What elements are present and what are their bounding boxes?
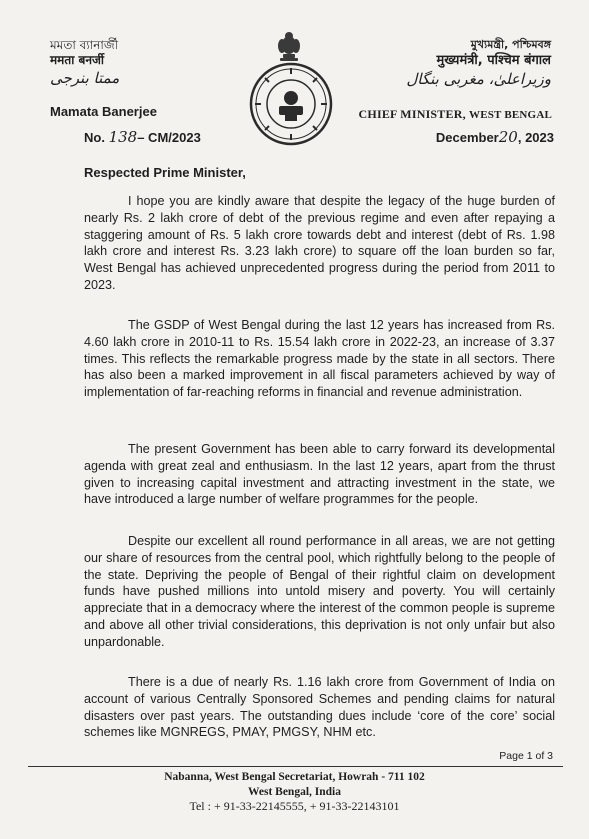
name-english: Mamata Banerjee <box>50 104 157 119</box>
page-number: Page 1 of 3 <box>499 750 553 762</box>
footer-divider <box>28 766 563 767</box>
paragraph-4 <box>84 533 555 651</box>
date-year: , 2023 <box>517 130 554 145</box>
ref-suffix: – CM/2023 <box>137 130 201 145</box>
paragraph-5 <box>84 674 555 741</box>
paragraph-1 <box>84 193 555 294</box>
paragraph-3 <box>84 441 555 508</box>
paragraph-text: The present Government has been able to carry forward its developmental agenda with great zeal and enthusiasm. In the last 12 years, apart from the thrust given to increasing capital investment and attracting investment in the state, we have introduced a large number of welfare programmes for the people. <box>84 442 555 507</box>
title-hindi: मुख्यमंत्री, पश्चिम बंगाल <box>436 53 551 68</box>
letterhead-left <box>50 38 250 88</box>
name-bengali: মমতা ব্যানার্জী <box>50 38 119 52</box>
title-english <box>359 107 552 122</box>
title-english-state: WEST BENGAL <box>469 109 552 121</box>
paragraph-text: The GSDP of West Bengal during the last 12 years has increased from Rs. 4.60 lakh crore in 2010-11 to Rs. 15.54 lakh crore in 2022-23, an increase of 3.37 times. This reflects the remarkable progress made by the state in all sectors. There has also been a marked improvement in all fiscal parameters achieved by way of implementation of far-reaching reforms in financial and revenue administration. <box>84 318 555 400</box>
letterhead-right <box>331 38 551 89</box>
paragraph-text: There is a due of nearly Rs. 1.16 lakh crore from Government of India on account of various Centrally Sponsored Schemes and pending claims for natural disasters over past years. The outstanding dues include ‘core of the core’ social schemes like MGNREGS, PMAY, PMGSY, NHM etc. <box>84 675 555 740</box>
paragraph-text: Despite our excellent all round performance in all areas, we are not getting our share of resources from the central pool, which rightfully belong to the people of the state. Depriving the people of Bengal of their rightful claim on development funds have pushed millions into untold misery and poverty. You will certainly appreciate that in a democracy where the interest of the common people is supreme and above all other trivial considerations, this deprivation is not only unfair but also unpardonable. <box>84 534 555 649</box>
ref-number-handwritten: 138 <box>108 128 138 146</box>
reference-number <box>84 128 201 146</box>
title-english-role: CHIEF MINISTER, <box>358 107 466 121</box>
name-hindi: ममता बनर्जी <box>50 53 105 67</box>
paragraph-text: I hope you are kindly aware that despite the legacy of the huge burden of nearly Rs. 2 lakh crore of debt of the previous regime and even after repaying a staggering amount of Rs. 5 lakh crore towards debt and interest (debt of Rs. 1.98 lakh crore and interest Rs. 3.23 lakh crore) to square off the loan burden so far, West Bengal has achieved unprecedented progress during the period from 2011 to 2023. <box>84 194 555 292</box>
date-day-handwritten: 20 <box>498 128 518 146</box>
address-line-1: Nabanna, West Bengal Secretariat, Howrah - 711 102 <box>164 771 425 783</box>
paragraph-2 <box>84 317 555 401</box>
date-month: December <box>435 130 499 145</box>
address-line-2: West Bengal, India <box>248 785 341 798</box>
name-urdu: ممتا بنرجی <box>50 69 120 87</box>
title-urdu: وزیراعلیٰ، مغربی بنگال <box>406 70 551 88</box>
salutation: Respected Prime Minister, <box>84 165 246 180</box>
ref-prefix: No. <box>84 130 105 145</box>
footer-address <box>0 770 589 814</box>
title-bengali: মুখ্যমন্ত্রী, পশ্চিমবঙ্গ <box>470 38 551 51</box>
government-seal-icon <box>249 62 333 146</box>
telephone-numbers: Tel : + 91-33-22145555, + 91-33-22143101 <box>189 799 400 813</box>
letter-date <box>436 128 554 146</box>
